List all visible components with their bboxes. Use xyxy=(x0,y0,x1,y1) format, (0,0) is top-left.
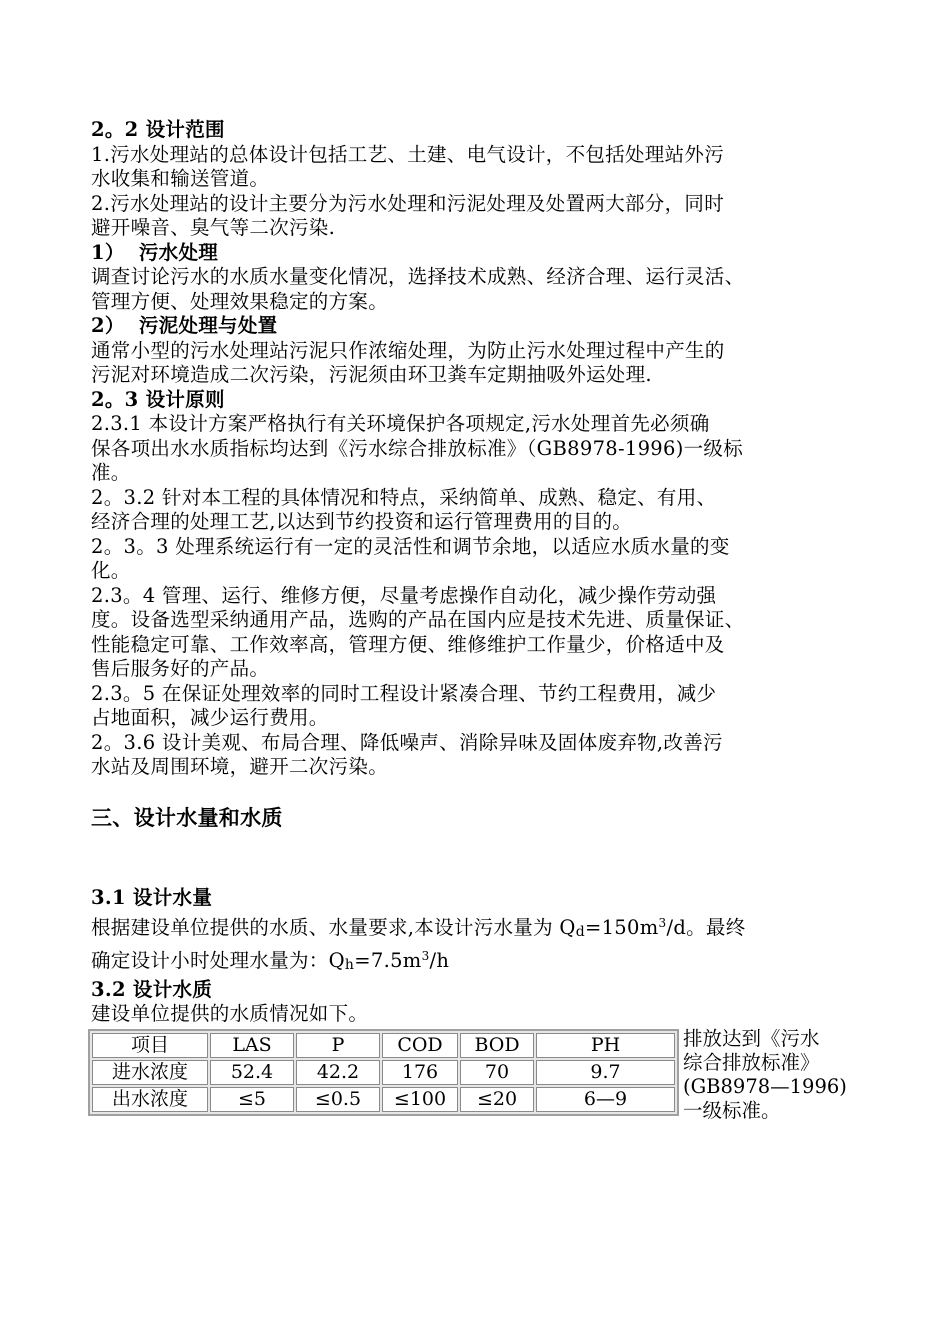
text-span: /d。最终 xyxy=(666,915,746,939)
table-cell: ≤20 xyxy=(460,1087,534,1112)
table-row xyxy=(92,1087,675,1112)
paragraph-line: 水收集和输送管道。 xyxy=(91,167,270,190)
subsection-heading: 1） 污水处理 xyxy=(91,240,219,264)
table-row xyxy=(92,1060,675,1085)
paragraph-line: 2。3.6 设计美观、布局合理、降低噪声、消除异味及固体废弃物,改善污 xyxy=(91,730,723,754)
table-cell: 70 xyxy=(460,1060,534,1085)
paragraph-line: 调查讨论污水的水质水量变化情况，选择技术成熟、经济合理、运行灵活、 xyxy=(91,265,745,288)
header-cell: P xyxy=(296,1033,380,1058)
note-line: 综合排放标准》 xyxy=(683,1050,820,1074)
table-cell: 进水浓度 xyxy=(92,1060,208,1085)
text-span: /h xyxy=(429,949,450,972)
note-line: (GB8978—1996) xyxy=(683,1074,847,1098)
table-cell: 9.7 xyxy=(536,1060,675,1085)
paragraph-line: 2.3。4 管理、运行、维修方便，尽量考虑操作自动化，减少操作劳动强 xyxy=(91,583,717,607)
paragraph-line: 污泥对环境造成二次污染，污泥须由环卫粪车定期抽吸外运处理. xyxy=(91,363,652,386)
header-cell: BOD xyxy=(460,1033,534,1058)
paragraph-line: 水站及周围环境，避开二次污染。 xyxy=(91,755,389,778)
table-cell: 52.4 xyxy=(210,1060,294,1085)
section-heading: 3.2 设计水质 xyxy=(91,977,213,1001)
subscript: d xyxy=(575,923,585,940)
note-line: 排放达到《污水 xyxy=(683,1026,820,1050)
table-cell: 42.2 xyxy=(296,1060,380,1085)
section-heading: 2。2 设计范围 xyxy=(91,118,225,141)
document-page xyxy=(91,118,881,1147)
paragraph-line: 建设单位提供的水质情况如下。 xyxy=(91,1002,369,1025)
paragraph-line: 售后服务好的产品。 xyxy=(91,657,270,680)
paragraph-line: 管理方便、处理效果稳定的方案。 xyxy=(91,289,389,313)
paragraph-line: 经济合理的处理工艺,以达到节约投资和运行管理费用的目的。 xyxy=(91,510,633,533)
table-cell: ≤100 xyxy=(382,1087,458,1112)
paragraph-line xyxy=(91,911,881,945)
paragraph-line: 2.污水处理站的设计主要分为污水处理和污泥处理及处置两大部分，同时 xyxy=(91,191,725,215)
paragraph-line: 通常小型的污水处理站污泥只作浓缩处理，为防止污水处理过程中产生的 xyxy=(91,338,725,362)
table-cell: 出水浓度 xyxy=(92,1087,208,1112)
paragraph-line: 化。 xyxy=(91,559,131,582)
paragraph-line: 1.污水处理站的总体设计包括工艺、土建、电气设计，不包括处理站外污 xyxy=(91,142,725,166)
table-cell: ≤5 xyxy=(210,1087,294,1112)
header-cell: PH xyxy=(536,1033,675,1058)
text-span: 根据建设单位提供的水质、水量要求,本设计污水量为 Q xyxy=(91,915,576,939)
text-span: 确定设计小时处理水量为：Q xyxy=(91,949,345,972)
subsection-heading: 2） 污泥处理与处置 xyxy=(91,314,278,337)
water-quality-block xyxy=(91,1027,881,1147)
section-heading: 2。3 设计原则 xyxy=(91,387,225,411)
superscript: 3 xyxy=(658,915,667,930)
text-span: =7.5m xyxy=(354,949,422,972)
paragraph-line: 性能稳定可靠、工作效率高，管理方便、维修维护工作量少，价格适中及 xyxy=(91,632,725,656)
paragraph-line: 2。3。3 处理系统运行有一定的灵活性和调节余地，以适应水质水量的变 xyxy=(91,534,730,558)
table-header-row xyxy=(92,1033,675,1058)
header-cell: COD xyxy=(382,1033,458,1058)
text-span: =150m xyxy=(584,915,659,939)
paragraph-line: 2。3.2 针对本工程的具体情况和特点，采纳简单、成熟、稳定、有用、 xyxy=(91,485,717,509)
paragraph-line: 准。 xyxy=(91,461,131,484)
table-cell: 6—9 xyxy=(536,1087,675,1112)
table-cell: ≤0.5 xyxy=(296,1087,380,1112)
section-heading: 3.1 设计水量 xyxy=(91,886,213,909)
subscript: h xyxy=(344,957,355,973)
paragraph-line: 2.3.1 本设计方案严格执行有关环境保护各项规定,污水处理首先必须确 xyxy=(91,412,710,435)
standard-note xyxy=(683,1027,847,1123)
table-cell: 176 xyxy=(382,1060,458,1085)
superscript: 3 xyxy=(421,949,430,963)
paragraph-line: 占地面积，减少运行费用。 xyxy=(91,706,329,729)
paragraph-line: 保各项出水水质指标均达到《污水综合排放标准》（GB8978-1996)一级标 xyxy=(91,436,744,460)
chapter-heading: 三、设计水量和水质 xyxy=(91,804,283,830)
paragraph-line: 避开噪音、臭气等二次污染. xyxy=(91,216,336,239)
header-cell: 项目 xyxy=(92,1033,208,1058)
paragraph-line: 2.3。5 在保证处理效率的同时工程设计紧凑合理、节约工程费用，减少 xyxy=(91,681,717,705)
paragraph-line: 度。设备选型采纳通用产品，选购的产品在国内应是技术先进、质量保证、 xyxy=(91,608,745,631)
water-quality-table xyxy=(88,1029,679,1116)
note-line: 一级标准。 xyxy=(683,1098,781,1122)
paragraph-line xyxy=(91,944,881,978)
header-cell: LAS xyxy=(210,1033,294,1058)
